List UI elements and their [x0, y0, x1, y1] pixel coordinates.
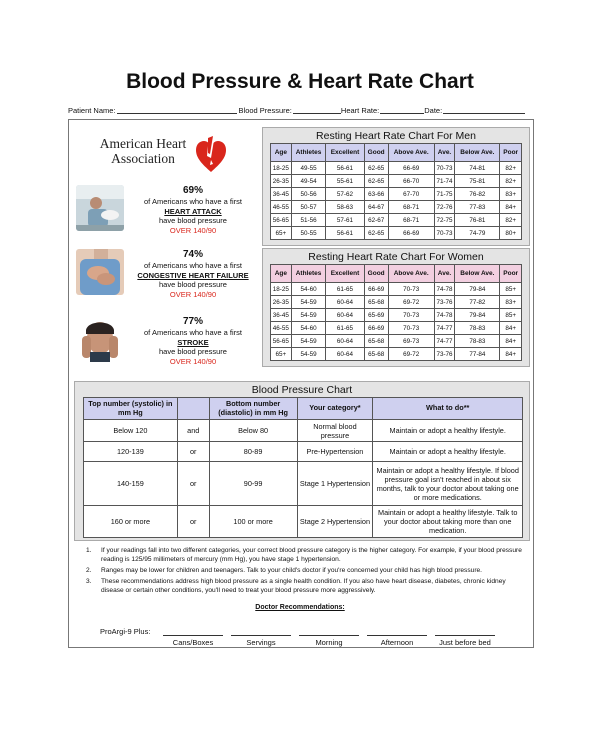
table-cell: Normal blood pressure [297, 420, 373, 442]
blood-pressure-title: Blood Pressure Chart [251, 384, 353, 396]
table-cell: 67-70 [388, 188, 434, 201]
heart-attack-photo [76, 185, 124, 231]
blood-pressure-label: Blood Pressure: [238, 106, 292, 115]
table-row [84, 506, 523, 538]
table-cell: 84+ [500, 335, 522, 348]
table-cell: or [177, 506, 209, 538]
column-header: Below Ave. [455, 265, 500, 283]
men-heart-rate-panel [262, 127, 530, 246]
column-header: Your category* [297, 398, 373, 420]
stroke-photo [76, 316, 124, 362]
stat-text [130, 316, 256, 366]
table-cell: 49-55 [291, 162, 326, 175]
table-cell: 80+ [500, 227, 522, 240]
table-cell: 54-60 [291, 283, 326, 296]
table-cell: Maintain or adopt a healthy lifestyle. If blood pressure goal isn't reached in about six months, talk to your doctor about taking one or more medications. [373, 462, 523, 506]
table-cell: 62-65 [364, 227, 388, 240]
table-cell: 66-69 [364, 322, 388, 335]
heart-torch-icon [194, 134, 228, 174]
table-row [271, 201, 522, 214]
table-cell: 69-72 [388, 296, 434, 309]
table-cell: 60-64 [326, 296, 364, 309]
stat-over: OVER 140/90 [169, 356, 217, 366]
table-cell: Maintain or adopt a healthy lifestyle. [373, 442, 523, 462]
table-cell: 85+ [500, 283, 522, 296]
table-cell: Maintain or adopt a healthy lifestyle. Talk to your doctor about taking more than one medication. [373, 506, 523, 538]
table-cell: 61-65 [326, 322, 364, 335]
product-label: ProArgi-9 Plus: [100, 627, 151, 636]
column-header: Athletes [291, 144, 326, 162]
table-cell: and [177, 420, 209, 442]
dose-field-before-bed[interactable]: Just before bed [435, 635, 495, 647]
table-row [271, 309, 522, 322]
column-header: Ave. [434, 265, 455, 283]
table-row [271, 322, 522, 335]
note-number: 2. [86, 567, 92, 574]
table-cell: 26-35 [271, 296, 292, 309]
table-cell: 54-59 [291, 309, 326, 322]
column-header: Above Ave. [388, 265, 434, 283]
table-cell: 82+ [500, 162, 522, 175]
heart-rate-field[interactable] [380, 106, 424, 114]
table-row [271, 162, 522, 175]
table-cell: 82+ [500, 175, 522, 188]
note-text: These recommendations address high blood pressure as a single health condition. If you also have heart disease, diabetes, chronic kidney disease or certain other conditions, you'll need to treat your blood pressure more aggressively. [101, 578, 506, 594]
stat-over: OVER 140/90 [169, 225, 217, 235]
table-cell: 60-64 [326, 335, 364, 348]
table-cell: Below 80 [209, 420, 297, 442]
table-cell: 46-55 [271, 201, 292, 214]
date-label: Date: [424, 106, 443, 115]
stat-line-1: of Americans who have a first [144, 261, 242, 270]
men-heart-rate-table [270, 143, 522, 240]
table-cell: 65+ [271, 227, 292, 240]
table-cell: 55-61 [326, 175, 364, 188]
table-cell: 76-82 [455, 188, 500, 201]
dose-field-servings[interactable]: Servings [231, 635, 291, 647]
table-cell: 73-76 [434, 296, 455, 309]
table-cell: 70-73 [388, 309, 434, 322]
column-header: Age [271, 144, 292, 162]
table-row [271, 283, 522, 296]
stat-line-2: have blood pressure [159, 216, 227, 225]
table-cell: 66-70 [388, 175, 434, 188]
dose-field-cans[interactable]: Cans/Boxes [163, 635, 223, 647]
table-cell: 160 or more [84, 506, 178, 538]
table-cell: 78-83 [455, 322, 500, 335]
stat-percent: 77% [182, 316, 203, 327]
table-cell: 50-56 [291, 188, 326, 201]
stat-condition: CONGESTIVE HEART FAILURE [137, 270, 249, 280]
note-text: If your readings fall into two different categories, your correct blood pressure category is the higher category. For example, if your blood pressure reading is 125/95 millimeters of mercury (mm Hg), you have stage 1 hypertension. [101, 547, 522, 563]
table-cell: 61-65 [326, 283, 364, 296]
blood-pressure-field[interactable] [293, 106, 341, 114]
table-cell: 72-75 [434, 214, 455, 227]
table-cell: or [177, 442, 209, 462]
note-number: 1. [86, 547, 92, 554]
table-cell: 74-78 [434, 283, 455, 296]
women-heart-rate-title: Resting Heart Rate Chart For Women [308, 251, 484, 263]
patient-info-line [68, 106, 538, 115]
table-cell: 63-66 [364, 188, 388, 201]
table-cell: 75-81 [455, 175, 500, 188]
table-cell: or [177, 462, 209, 506]
table-cell: 49-54 [291, 175, 326, 188]
table-cell: 51-56 [291, 214, 326, 227]
table-row [271, 214, 522, 227]
table-row [84, 462, 523, 506]
table-cell: 79-84 [455, 283, 500, 296]
table-cell: 36-45 [271, 188, 292, 201]
table-cell: 71-75 [434, 188, 455, 201]
date-field[interactable] [443, 106, 525, 114]
table-cell: 54-59 [291, 348, 326, 361]
note-item [86, 546, 526, 564]
table-cell: 66-69 [388, 227, 434, 240]
table-cell: 58-63 [326, 201, 364, 214]
logo-text [90, 136, 196, 166]
table-cell: 73-76 [434, 348, 455, 361]
blood-pressure-panel [74, 381, 530, 541]
table-cell: 74-79 [455, 227, 500, 240]
blood-pressure-table [83, 397, 523, 538]
table-cell: 62-65 [364, 162, 388, 175]
stat-heart-attack [76, 185, 256, 241]
table-cell: 84+ [500, 348, 522, 361]
table-cell: 69-72 [388, 348, 434, 361]
stat-heart-failure [76, 249, 256, 305]
column-header: Excellent [326, 265, 364, 283]
stat-line-2: have blood pressure [159, 280, 227, 289]
stat-over: OVER 140/90 [169, 289, 217, 299]
table-row [271, 296, 522, 309]
table-cell: 100 or more [209, 506, 297, 538]
table-row [84, 420, 523, 442]
note-number: 3. [86, 578, 92, 585]
table-cell: 65-69 [364, 309, 388, 322]
table-cell: 36-45 [271, 309, 292, 322]
table-cell: Maintain or adopt a healthy lifestyle. [373, 420, 523, 442]
table-cell: Stage 1 Hypertension [297, 462, 373, 506]
table-cell: 64-67 [364, 201, 388, 214]
table-cell: 50-57 [291, 201, 326, 214]
stat-text [130, 249, 256, 299]
note-item [86, 566, 526, 575]
table-cell: 70-73 [388, 322, 434, 335]
table-cell: 62-65 [364, 175, 388, 188]
table-cell: 57-62 [326, 188, 364, 201]
table-row [271, 175, 522, 188]
table-row [271, 335, 522, 348]
table-cell: 74-77 [434, 335, 455, 348]
table-cell: 57-61 [326, 214, 364, 227]
table-row [84, 442, 523, 462]
column-header: Top number (systolic) in mm Hg [84, 398, 178, 420]
table-cell: 74-77 [434, 322, 455, 335]
table-cell: 65-68 [364, 348, 388, 361]
table-cell: 90-99 [209, 462, 297, 506]
dose-field-morning[interactable]: Morning [299, 635, 359, 647]
column-header: Above Ave. [388, 144, 434, 162]
table-cell: 70-73 [434, 162, 455, 175]
table-cell: 83+ [500, 296, 522, 309]
stat-percent: 74% [182, 249, 203, 260]
table-cell: 120-139 [84, 442, 178, 462]
note-text: Ranges may be lower for children and teenagers. Talk to your child's doctor if you're concerned your child has high blood pressure. [101, 567, 483, 574]
table-row [271, 188, 522, 201]
table-cell: Below 120 [84, 420, 178, 442]
table-cell: 56-65 [271, 214, 292, 227]
table-cell: 66-69 [364, 283, 388, 296]
table-cell: 72-76 [434, 201, 455, 214]
table-row [271, 227, 522, 240]
column-header: Bottom number (diastolic) in mm Hg [209, 398, 297, 420]
table-cell: 26-35 [271, 175, 292, 188]
stat-line-2: have blood pressure [159, 347, 227, 356]
table-cell: 56-61 [326, 227, 364, 240]
table-cell: 65+ [271, 348, 292, 361]
women-heart-rate-table [270, 264, 522, 361]
column-header: Age [271, 265, 292, 283]
table-cell: 70-73 [388, 283, 434, 296]
women-heart-rate-panel [262, 248, 530, 367]
table-cell: 69-73 [388, 335, 434, 348]
table-cell: 83+ [500, 188, 522, 201]
column-header: Below Ave. [455, 144, 500, 162]
column-header: Good [364, 144, 388, 162]
table-cell: 50-55 [291, 227, 326, 240]
table-cell: 84+ [500, 201, 522, 214]
logo-line-1: American Heart [99, 136, 187, 151]
patient-name-field[interactable] [117, 106, 237, 114]
dose-field-afternoon[interactable]: Afternoon [367, 635, 427, 647]
column-header: Good [364, 265, 388, 283]
column-header: Poor [500, 144, 522, 162]
table-cell: 70-73 [434, 227, 455, 240]
men-heart-rate-title: Resting Heart Rate Chart For Men [316, 130, 476, 142]
stat-line-1: of Americans who have a first [144, 197, 242, 206]
table-cell: 140-159 [84, 462, 178, 506]
chest-pain-photo [76, 249, 124, 295]
table-row [271, 348, 522, 361]
table-cell: 65-68 [364, 335, 388, 348]
page-title: Blood Pressure & Heart Rate Chart [126, 70, 474, 93]
table-cell: 78-83 [455, 335, 500, 348]
column-header: Ave. [434, 144, 455, 162]
stat-condition: HEART ATTACK [164, 206, 222, 216]
table-cell: 60-64 [326, 348, 364, 361]
patient-name-label: Patient Name: [68, 106, 116, 115]
stat-condition: STROKE [177, 337, 209, 347]
table-cell: 74-81 [455, 162, 500, 175]
table-cell: 54-59 [291, 335, 326, 348]
stat-line-1: of Americans who have a first [144, 328, 242, 337]
table-cell: Pre-Hypertension [297, 442, 373, 462]
logo-line-2: Association [111, 151, 175, 166]
table-cell: 18-25 [271, 283, 292, 296]
table-cell: 68-71 [388, 201, 434, 214]
table-cell: 65-68 [364, 296, 388, 309]
table-cell: 84+ [500, 322, 522, 335]
table-cell: 77-82 [455, 296, 500, 309]
table-cell: 77-83 [455, 201, 500, 214]
column-header: Athletes [291, 265, 326, 283]
table-cell: 62-67 [364, 214, 388, 227]
stat-percent: 69% [182, 185, 203, 196]
table-cell: 71-74 [434, 175, 455, 188]
stat-text [130, 185, 256, 235]
table-cell: 18-25 [271, 162, 292, 175]
table-cell: 82+ [500, 214, 522, 227]
table-cell: 68-71 [388, 214, 434, 227]
column-header: Poor [500, 265, 522, 283]
column-header [177, 398, 209, 420]
aha-logo [90, 134, 250, 174]
notes-list [86, 546, 526, 597]
table-cell: 56-61 [326, 162, 364, 175]
table-cell: 79-84 [455, 309, 500, 322]
table-cell: 60-64 [326, 309, 364, 322]
table-cell: Stage 2 Hypertension [297, 506, 373, 538]
table-cell: 74-78 [434, 309, 455, 322]
stat-stroke [76, 316, 256, 372]
table-cell: 56-65 [271, 335, 292, 348]
column-header: What to do** [373, 398, 523, 420]
table-cell: 80-89 [209, 442, 297, 462]
column-header: Excellent [326, 144, 364, 162]
table-cell: 77-84 [455, 348, 500, 361]
table-cell: 46-55 [271, 322, 292, 335]
table-cell: 66-69 [388, 162, 434, 175]
heart-rate-label: Heart Rate: [340, 106, 380, 115]
dosage-fields [163, 628, 495, 647]
table-cell: 76-81 [455, 214, 500, 227]
table-cell: 54-59 [291, 296, 326, 309]
table-cell: 85+ [500, 309, 522, 322]
note-item [86, 577, 526, 595]
table-cell: 54-60 [291, 322, 326, 335]
doctor-recommendations-title: Doctor Recommendations: [255, 604, 345, 611]
